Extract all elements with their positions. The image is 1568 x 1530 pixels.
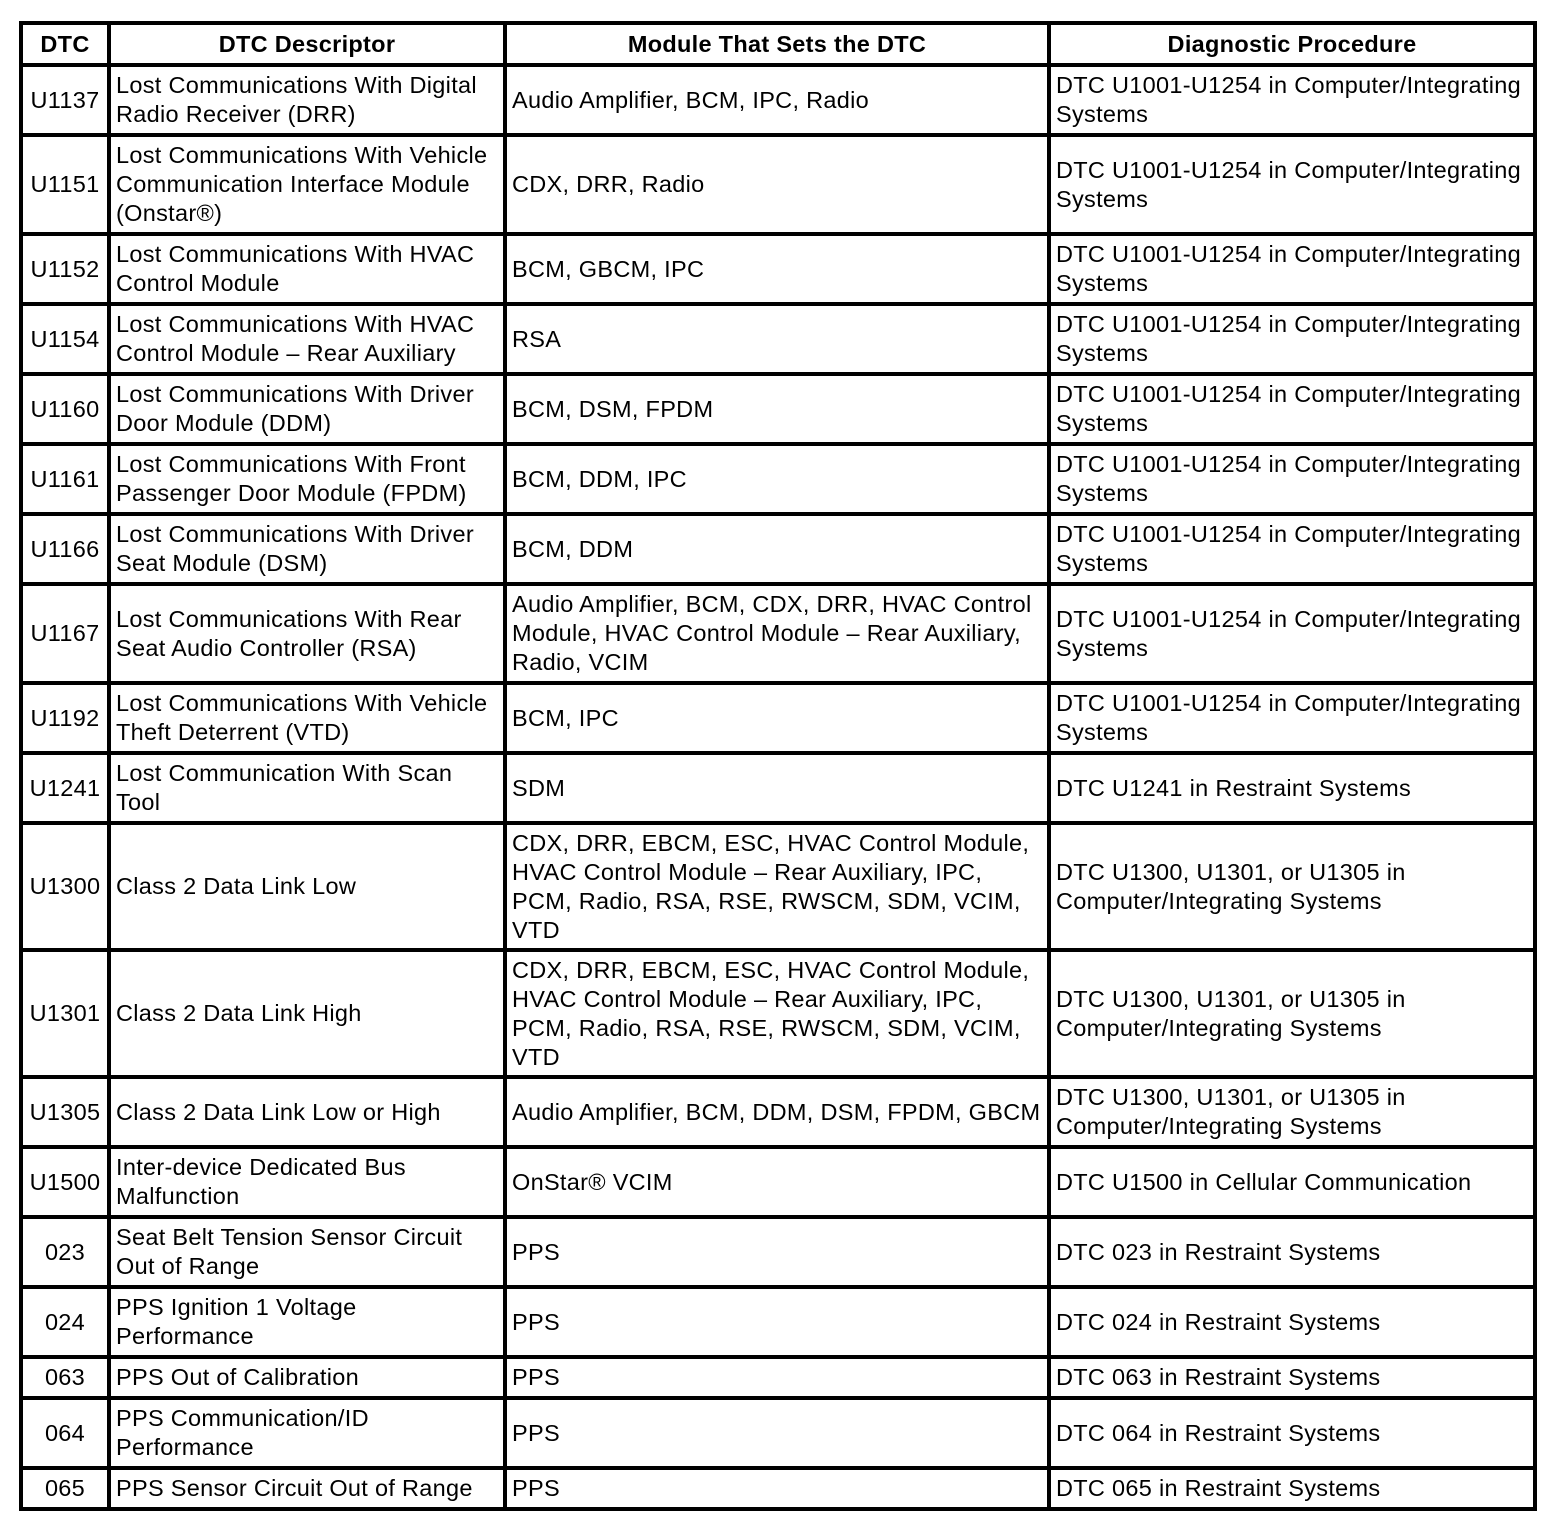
header-procedure: Diagnostic Procedure: [1049, 23, 1535, 65]
cell-dtc: U1137: [21, 65, 109, 135]
table-row: [21, 304, 1535, 374]
cell-module: BCM, DDM: [505, 514, 1049, 584]
cell-dtc: U1151: [21, 135, 109, 234]
cell-procedure: DTC U1500 in Cellular Communication: [1049, 1147, 1535, 1217]
cell-dtc: 063: [21, 1357, 109, 1398]
cell-descriptor: PPS Ignition 1 Voltage Performance: [109, 1287, 505, 1357]
table-body: [21, 65, 1535, 1509]
cell-module: CDX, DRR, EBCM, ESC, HVAC Control Module, HVAC Control Module – Rear Auxiliary, IPC, PCM, Radio, RSA, RSE, RWSCM, SDM, VCIM, VTD: [505, 950, 1049, 1077]
table-row: [21, 584, 1535, 683]
cell-procedure: DTC U1300, U1301, or U1305 in Computer/Integrating Systems: [1049, 950, 1535, 1077]
table-row: [21, 683, 1535, 753]
cell-procedure: DTC U1001-U1254 in Computer/Integrating Systems: [1049, 683, 1535, 753]
cell-descriptor: Class 2 Data Link Low: [109, 823, 505, 950]
cell-descriptor: Class 2 Data Link High: [109, 950, 505, 1077]
cell-module: Audio Amplifier, BCM, CDX, DRR, HVAC Control Module, HVAC Control Module – Rear Auxiliary, Radio, VCIM: [505, 584, 1049, 683]
cell-module: Audio Amplifier, BCM, DDM, DSM, FPDM, GBCM: [505, 1077, 1049, 1147]
cell-module: BCM, GBCM, IPC: [505, 234, 1049, 304]
cell-dtc: U1167: [21, 584, 109, 683]
table-row: [21, 1217, 1535, 1287]
cell-module: BCM, DSM, FPDM: [505, 374, 1049, 444]
cell-module: Audio Amplifier, BCM, IPC, Radio: [505, 65, 1049, 135]
cell-procedure: DTC U1001-U1254 in Computer/Integrating Systems: [1049, 444, 1535, 514]
cell-descriptor: Inter-device Dedicated Bus Malfunction: [109, 1147, 505, 1217]
cell-procedure: DTC U1001-U1254 in Computer/Integrating Systems: [1049, 304, 1535, 374]
cell-descriptor: Lost Communications With HVAC Control Module: [109, 234, 505, 304]
table-row: [21, 1147, 1535, 1217]
cell-module: CDX, DRR, Radio: [505, 135, 1049, 234]
cell-descriptor: Lost Communication With Scan Tool: [109, 753, 505, 823]
table-row: [21, 514, 1535, 584]
header-module: Module That Sets the DTC: [505, 23, 1049, 65]
cell-descriptor: Seat Belt Tension Sensor Circuit Out of Range: [109, 1217, 505, 1287]
cell-dtc: U1241: [21, 753, 109, 823]
table-row: [21, 1357, 1535, 1398]
cell-dtc: U1166: [21, 514, 109, 584]
header-descriptor: DTC Descriptor: [109, 23, 505, 65]
cell-dtc: 064: [21, 1398, 109, 1468]
cell-module: PPS: [505, 1468, 1049, 1509]
cell-procedure: DTC 024 in Restraint Systems: [1049, 1287, 1535, 1357]
cell-module: BCM, IPC: [505, 683, 1049, 753]
table-row: [21, 444, 1535, 514]
table-header: [21, 23, 1535, 65]
table-row: [21, 1287, 1535, 1357]
cell-module: RSA: [505, 304, 1049, 374]
cell-module: OnStar® VCIM: [505, 1147, 1049, 1217]
cell-dtc: U1500: [21, 1147, 109, 1217]
cell-procedure: DTC U1001-U1254 in Computer/Integrating Systems: [1049, 514, 1535, 584]
cell-descriptor: Lost Communications With Driver Door Module (DDM): [109, 374, 505, 444]
cell-descriptor: PPS Communication/ID Performance: [109, 1398, 505, 1468]
cell-dtc: 024: [21, 1287, 109, 1357]
table-row: [21, 135, 1535, 234]
cell-descriptor: Lost Communications With Vehicle Communication Interface Module (Onstar®): [109, 135, 505, 234]
cell-dtc: U1161: [21, 444, 109, 514]
cell-procedure: DTC 023 in Restraint Systems: [1049, 1217, 1535, 1287]
cell-procedure: DTC U1300, U1301, or U1305 in Computer/Integrating Systems: [1049, 823, 1535, 950]
cell-procedure: DTC U1001-U1254 in Computer/Integrating Systems: [1049, 135, 1535, 234]
cell-procedure: DTC U1001-U1254 in Computer/Integrating Systems: [1049, 234, 1535, 304]
cell-module: PPS: [505, 1287, 1049, 1357]
cell-module: PPS: [505, 1398, 1049, 1468]
cell-procedure: DTC U1300, U1301, or U1305 in Computer/Integrating Systems: [1049, 1077, 1535, 1147]
cell-descriptor: Lost Communications With Driver Seat Module (DSM): [109, 514, 505, 584]
cell-module: CDX, DRR, EBCM, ESC, HVAC Control Module, HVAC Control Module – Rear Auxiliary, IPC, PCM, Radio, RSA, RSE, RWSCM, SDM, VCIM, VTD: [505, 823, 1049, 950]
cell-descriptor: PPS Out of Calibration: [109, 1357, 505, 1398]
cell-descriptor: Lost Communications With Digital Radio Receiver (DRR): [109, 65, 505, 135]
cell-descriptor: Class 2 Data Link Low or High: [109, 1077, 505, 1147]
cell-procedure: DTC U1241 in Restraint Systems: [1049, 753, 1535, 823]
cell-dtc: 023: [21, 1217, 109, 1287]
cell-descriptor: Lost Communications With Rear Seat Audio Controller (RSA): [109, 584, 505, 683]
cell-dtc: U1301: [21, 950, 109, 1077]
cell-dtc: U1305: [21, 1077, 109, 1147]
cell-procedure: DTC U1001-U1254 in Computer/Integrating Systems: [1049, 374, 1535, 444]
cell-dtc: U1152: [21, 234, 109, 304]
cell-dtc: U1192: [21, 683, 109, 753]
cell-procedure: DTC 065 in Restraint Systems: [1049, 1468, 1535, 1509]
cell-descriptor: Lost Communications With Vehicle Theft Deterrent (VTD): [109, 683, 505, 753]
cell-module: SDM: [505, 753, 1049, 823]
table-row: [21, 950, 1535, 1077]
table-row: [21, 65, 1535, 135]
table-row: [21, 1077, 1535, 1147]
table-row: [21, 753, 1535, 823]
cell-procedure: DTC 064 in Restraint Systems: [1049, 1398, 1535, 1468]
cell-dtc: U1154: [21, 304, 109, 374]
cell-module: PPS: [505, 1357, 1049, 1398]
cell-dtc: 065: [21, 1468, 109, 1509]
table-row: [21, 1398, 1535, 1468]
table-row: [21, 823, 1535, 950]
header-row: [21, 23, 1535, 65]
table-row: [21, 234, 1535, 304]
table-row: [21, 1468, 1535, 1509]
cell-descriptor: PPS Sensor Circuit Out of Range: [109, 1468, 505, 1509]
cell-dtc: U1300: [21, 823, 109, 950]
header-dtc: DTC: [21, 23, 109, 65]
cell-descriptor: Lost Communications With Front Passenger Door Module (FPDM): [109, 444, 505, 514]
dtc-table: [19, 21, 1537, 1511]
table-row: [21, 374, 1535, 444]
cell-descriptor: Lost Communications With HVAC Control Module – Rear Auxiliary: [109, 304, 505, 374]
cell-module: PPS: [505, 1217, 1049, 1287]
cell-procedure: DTC 063 in Restraint Systems: [1049, 1357, 1535, 1398]
cell-dtc: U1160: [21, 374, 109, 444]
cell-module: BCM, DDM, IPC: [505, 444, 1049, 514]
cell-procedure: DTC U1001-U1254 in Computer/Integrating Systems: [1049, 65, 1535, 135]
cell-procedure: DTC U1001-U1254 in Computer/Integrating Systems: [1049, 584, 1535, 683]
